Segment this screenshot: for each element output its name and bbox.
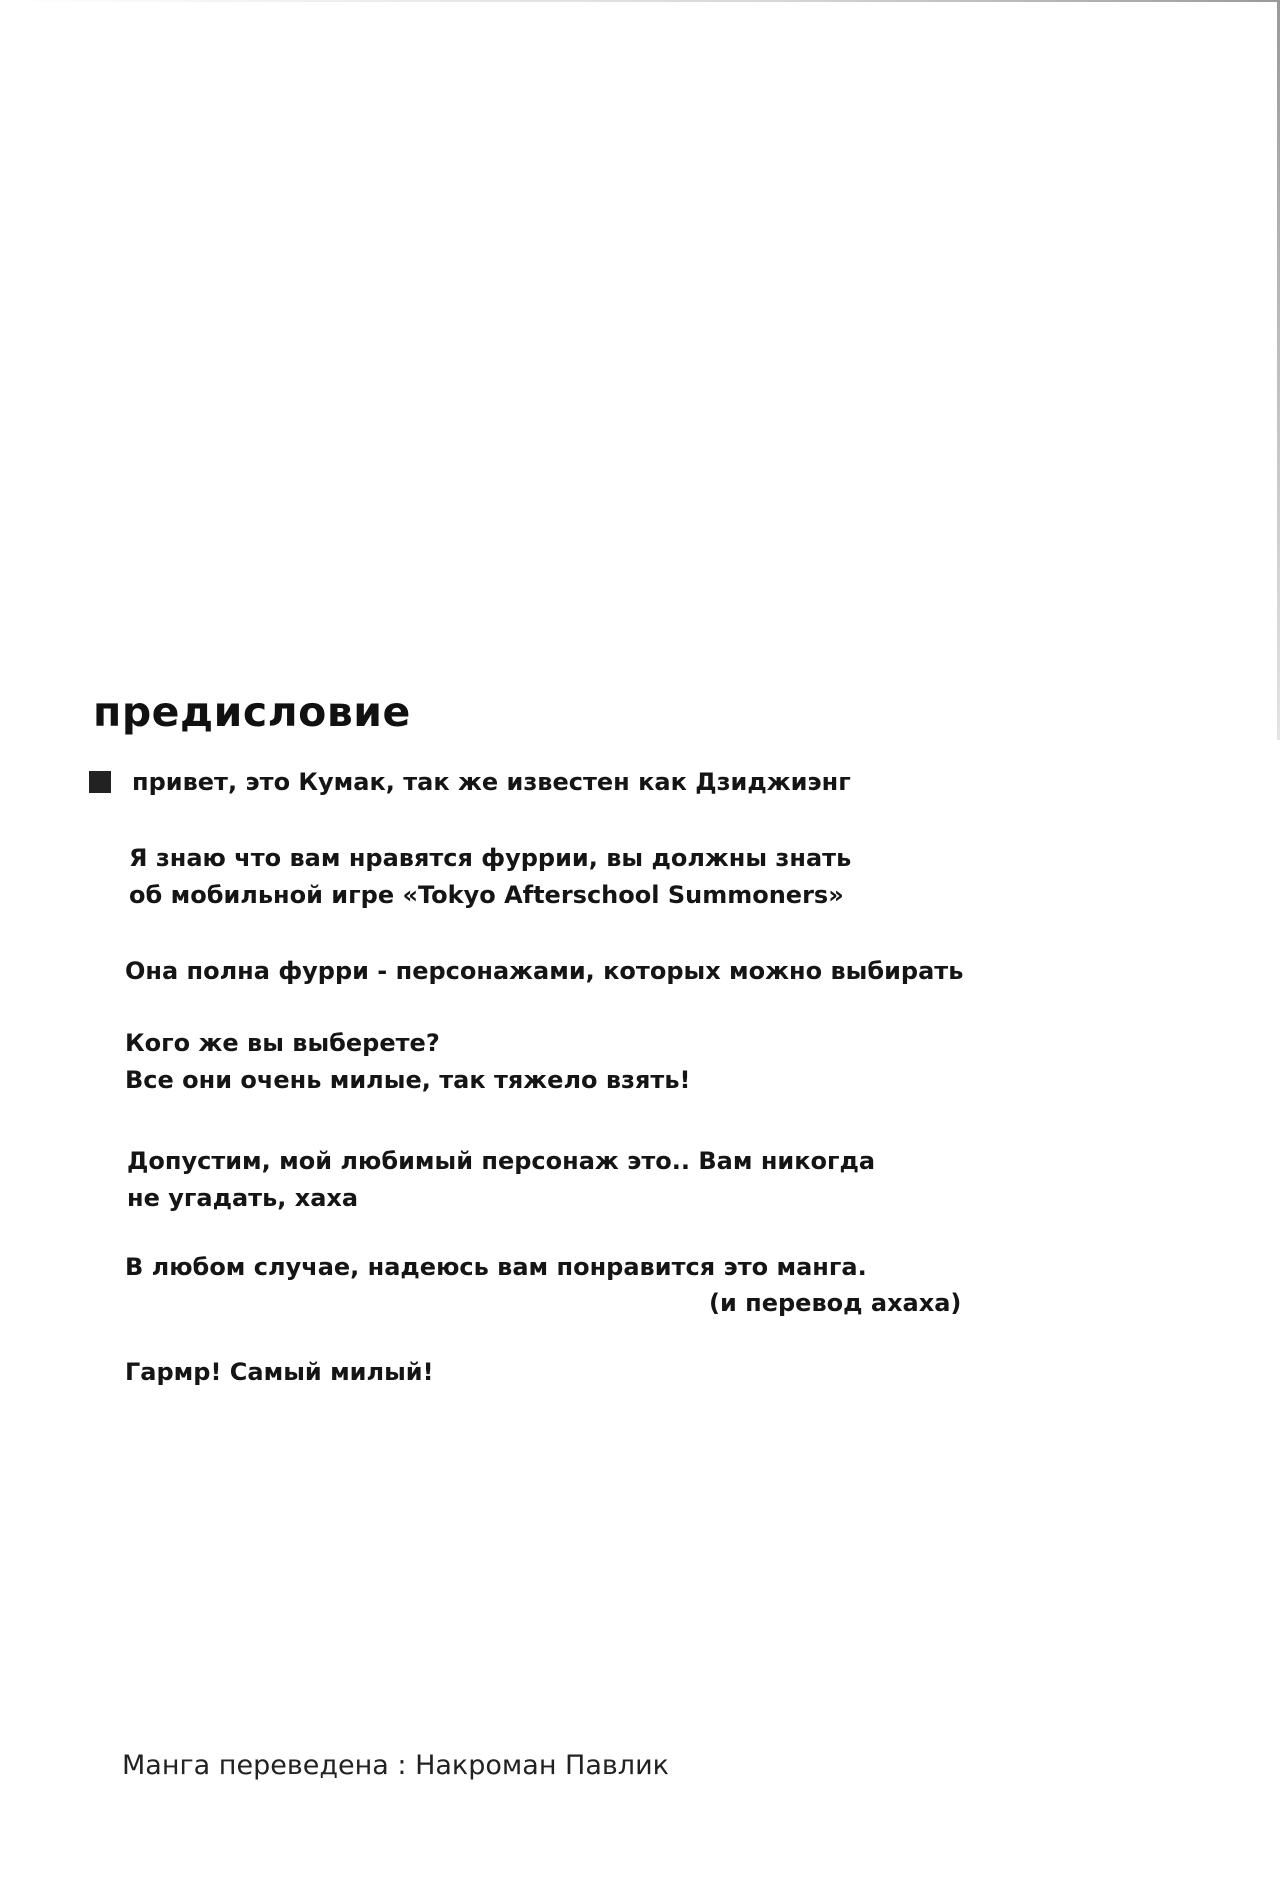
- paragraph-1-line-1: Я знаю что вам нравятся фуррии, вы должны знать: [129, 844, 852, 872]
- paragraph-5-line-2: (и перевод ахаха): [709, 1289, 962, 1317]
- square-bullet-icon: [89, 771, 111, 793]
- page-title: предисловие: [93, 688, 411, 736]
- page-top-edge: [0, 0, 1280, 2]
- paragraph-3-line-1: Кого же вы выберете?: [125, 1029, 440, 1057]
- paragraph-4-line-2: не угадать, хаха: [127, 1184, 359, 1212]
- paragraph-6-line-1: Гармр! Самый милый!: [125, 1358, 434, 1386]
- paragraph-2-line-1: Она полна фурри - персонажами, которых можно выбирать: [125, 957, 964, 985]
- paragraph-3-line-2: Все они очень милые, так тяжело взять!: [125, 1066, 691, 1094]
- intro-row: [89, 768, 851, 796]
- intro-text: привет, это Кумак, так же известен как Дзиджиэнг: [132, 768, 851, 796]
- paragraph-1-line-2: об мобильной игре «Tokyo Afterschool Summoners»: [129, 881, 844, 909]
- translator-credit: Манга переведена : Накроман Павлик: [122, 1750, 669, 1781]
- paragraph-4-line-1: Допустим, мой любимый персонаж это.. Вам никогда: [127, 1147, 876, 1175]
- paragraph-5-line-1: В любом случае, надеюсь вам понравится это манга.: [125, 1253, 867, 1281]
